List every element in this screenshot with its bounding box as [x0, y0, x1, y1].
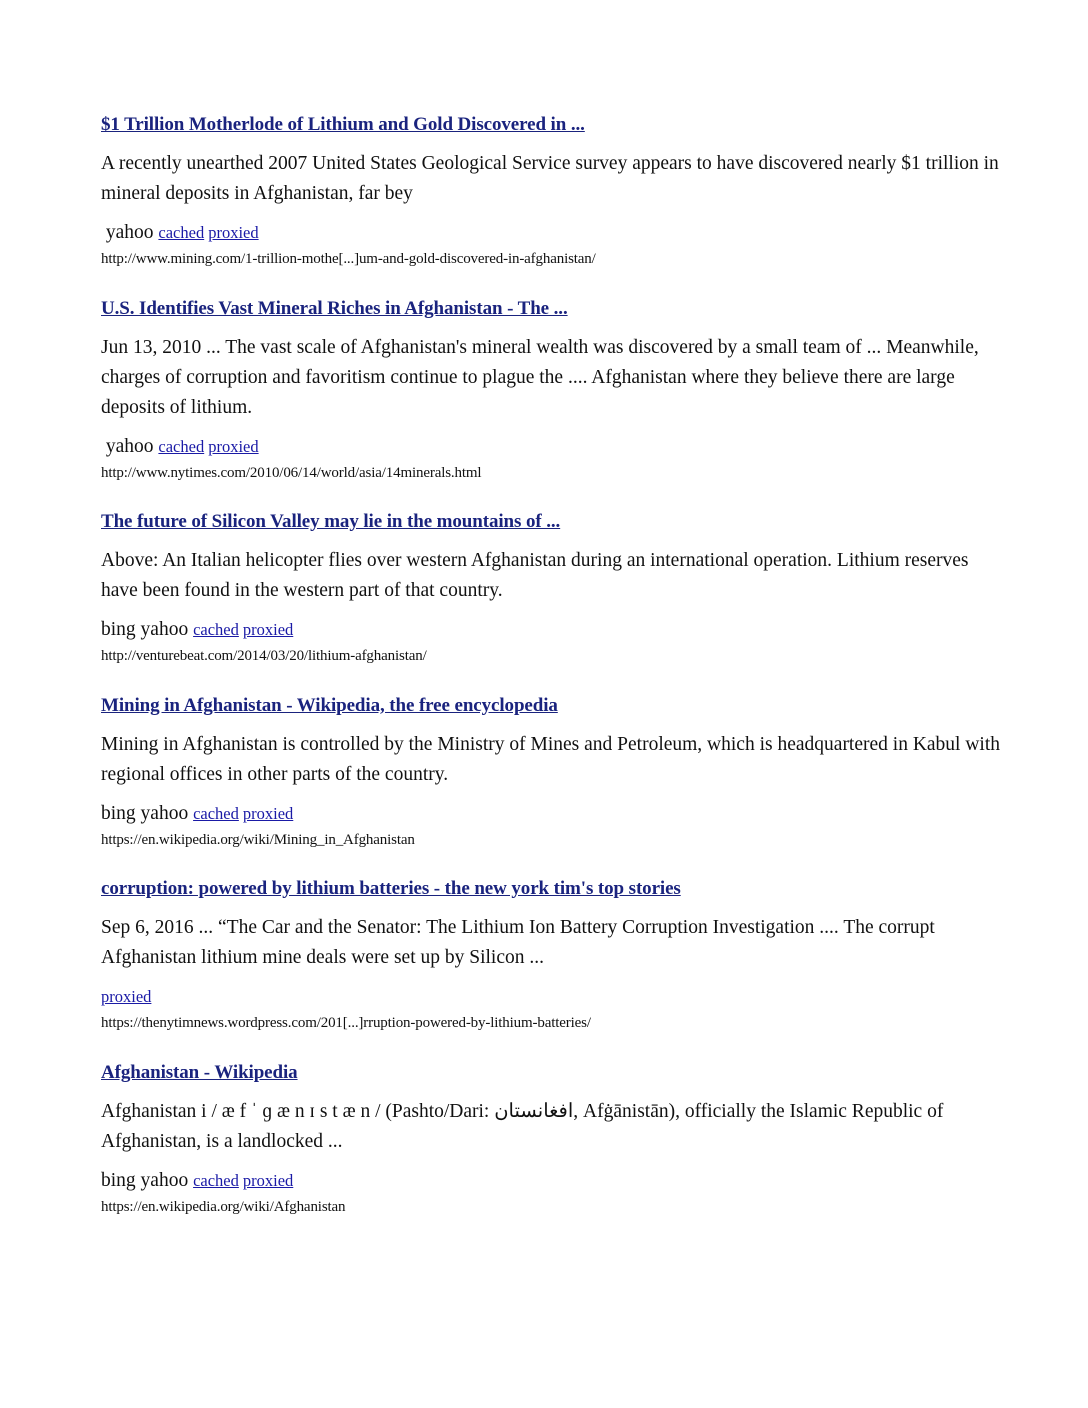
- cached-link[interactable]: cached: [158, 437, 205, 456]
- result-snippet: Above: An Italian helicopter flies over western Afghanistan during an international operation. Lithium reserves have been found in the western part of that country.: [101, 550, 969, 601]
- result-snippet: Mining in Afghanistan is controlled by the Ministry of Mines and Petroleum, which is headquartered in Kabul with regional offices in other parts of the country.: [101, 734, 1001, 785]
- result-engines: [101, 619, 1001, 641]
- result-title-link[interactable]: Afghanistan - Wikipedia: [101, 1062, 298, 1083]
- engine-names: yahoo: [101, 222, 154, 243]
- result-title-link[interactable]: U.S. Identifies Vast Mineral Riches in Afghanistan - The ...: [101, 298, 568, 319]
- cached-link[interactable]: cached: [193, 1171, 239, 1190]
- cached-link[interactable]: cached: [158, 223, 205, 242]
- engine-names: yahoo: [101, 436, 154, 457]
- engine-names: bing yahoo: [101, 1170, 189, 1191]
- result-engines: [101, 1170, 1001, 1192]
- result-snippet: Jun 13, 2010 ... The vast scale of Afghanistan's mineral wealth was discovered by a small team of ... Meanwhile, charges of corruption and favoritism continue to plague the .... Afghanistan where they believe there are large deposits of lithium.: [101, 337, 979, 418]
- proxied-link[interactable]: proxied: [208, 437, 259, 456]
- result-snippet: Sep 6, 2016 ... “The Car and the Senator: The Lithium Ion Battery Corruption Investigation .... The corrupt Afghanistan lithium mine deals were set up by Silicon ...: [101, 917, 935, 968]
- search-result: [101, 510, 1001, 666]
- proxied-link[interactable]: proxied: [242, 620, 294, 639]
- search-result: [101, 297, 1001, 483]
- proxied-link[interactable]: proxied: [242, 804, 294, 823]
- result-engines: [101, 222, 1001, 244]
- result-url: https://en.wikipedia.org/wiki/Mining_in_Afghanistan: [101, 832, 415, 848]
- result-title-link[interactable]: Mining in Afghanistan - Wikipedia, the free encyclopedia: [101, 695, 558, 716]
- cached-link[interactable]: cached: [193, 620, 239, 639]
- search-result: [101, 1061, 1001, 1217]
- result-engines: [101, 986, 1001, 1008]
- result-url: http://www.nytimes.com/2010/06/14/world/asia/14minerals.html: [101, 465, 482, 481]
- proxied-link[interactable]: proxied: [208, 223, 259, 242]
- result-url: http://venturebeat.com/2014/03/20/lithium-afghanistan/: [101, 648, 427, 664]
- result-engines: [101, 436, 1001, 458]
- proxied-link[interactable]: proxied: [242, 1171, 294, 1190]
- search-result: [101, 694, 1001, 850]
- result-title-link[interactable]: $1 Trillion Motherlode of Lithium and Gold Discovered in ...: [101, 114, 585, 135]
- result-engines: [101, 803, 1001, 825]
- engine-names: bing yahoo: [101, 803, 189, 824]
- search-result: [101, 877, 1001, 1033]
- engine-names: bing yahoo: [101, 619, 189, 640]
- search-result: [101, 113, 1001, 269]
- proxied-link[interactable]: proxied: [101, 987, 152, 1006]
- result-title-link[interactable]: corruption: powered by lithium batteries - the new york tim's top stories: [101, 878, 681, 899]
- result-url: http://www.mining.com/1-trillion-mothe[...]um-and-gold-discovered-in-afghanistan/: [101, 251, 596, 267]
- result-snippet: A recently unearthed 2007 United States Geological Service survey appears to have discovered nearly $1 trillion in mineral deposits in Afghanistan, far bey: [101, 153, 999, 204]
- result-url: https://en.wikipedia.org/wiki/Afghanistan: [101, 1199, 346, 1215]
- cached-link[interactable]: cached: [193, 804, 239, 823]
- result-url: https://thenytimnews.wordpress.com/201[...]rruption-powered-by-lithium-batteries/: [101, 1015, 591, 1031]
- result-snippet: Afghanistan i / æ f ˈ ɡ æ n ɪ s t æ n / (Pashto/Dari: افغانستان, Afġānistān), officially the Islamic Republic of Afghanistan, is a landlocked ...: [101, 1101, 944, 1152]
- result-title-link[interactable]: The future of Silicon Valley may lie in the mountains of ...: [101, 511, 561, 532]
